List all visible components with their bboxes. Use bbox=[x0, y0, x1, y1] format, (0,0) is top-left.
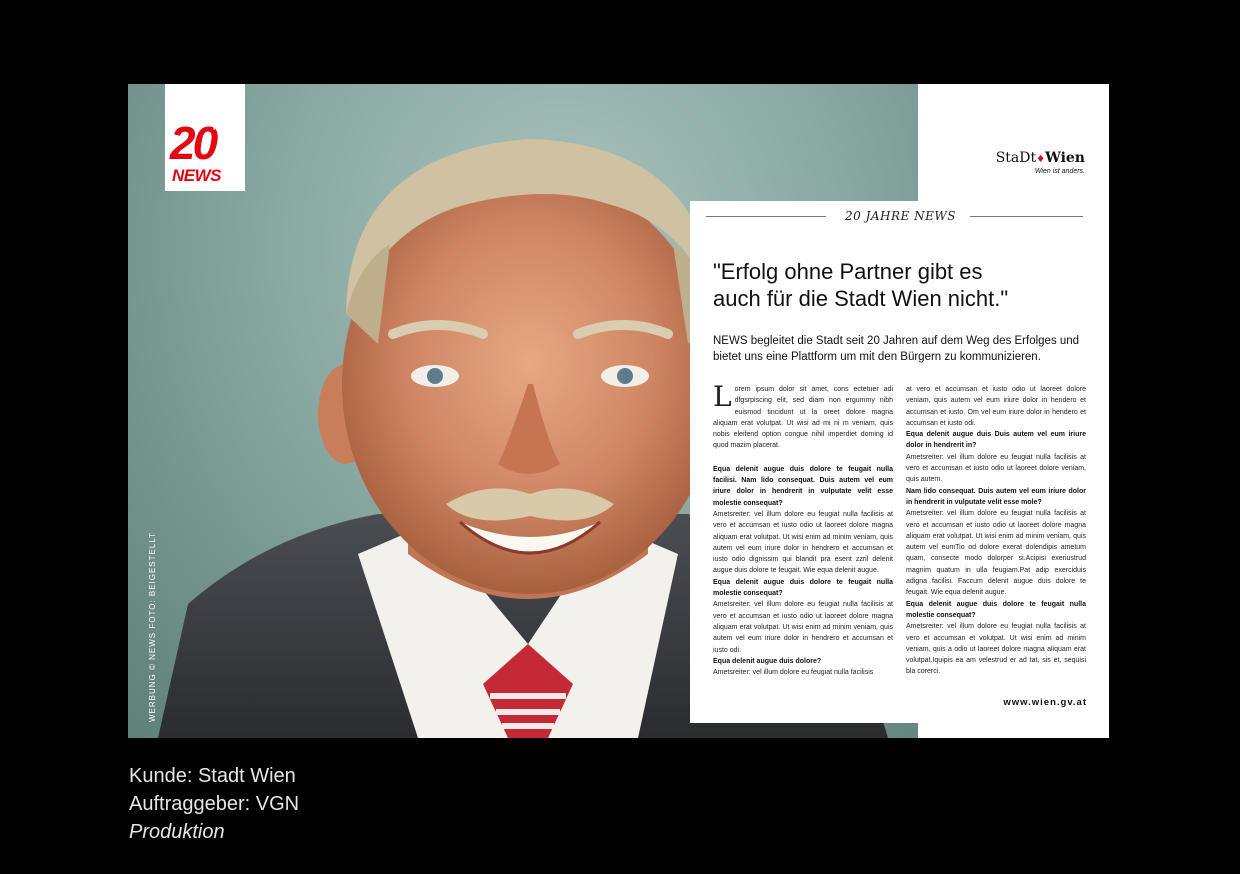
body-question: Nam lido consequat. Duis autem vel eum iriure dolor in hendrerit in vulputate velit esse mole? bbox=[906, 487, 1086, 506]
body-paragraph: Ametsreiter: vel illum dolore eu feugiat nulla facilisis at vero et accumsan et volutpat. Ut wisi enim ad minim veniam, quis a odio ut laoreet dolore magna aliquam erat volutpat.Iquipis ea am velestrud er ad tat, sis et, sequisi bla corerci. bbox=[906, 623, 1086, 676]
body-question: Equa delenit augue duis dolore te feugait nulla facilisi. Nam lido consequat. Duis autem vel eum iriure dolor in hendrerit in vulputate velit esse molestie consequat? bbox=[713, 465, 893, 507]
body-paragraph: at vero et accumsan et iusto odio ut laoreet dolore veniam, quis autem vel eum iriure dolor in hendero et accumsan et iusto. Om vel eum iriure dolor in hendero et accumsan et iusto odi. bbox=[906, 386, 1086, 427]
body-column-1 bbox=[713, 380, 893, 678]
body-question: Equa delenit augue duis Duis autem vel eum iriure dolor in hendrerit in? bbox=[906, 431, 1086, 450]
body-question: Equa delenit augue duis dolore te feugait nulla molestie consequat? bbox=[713, 578, 893, 598]
body-paragraph: Ametsreiter: vel illum dolore eu feugiat nulla facilisis at vero et accumsan et iusto odio ut laoreet dolore magna aliquam erat volutpat. Ut wisi enim ad minim veniam, quis autem vel eum iriure dolor in hendrero et accumsan et iusto odio dignissim qui blandit pra esent zzril delenit augue duis dolore te feugait. Wie equa delenit augue. bbox=[713, 510, 893, 575]
body-column-2 bbox=[906, 384, 1086, 678]
headline-line-2: auch für die Stadt Wien nicht." bbox=[713, 286, 1009, 311]
headline-line-1: "Erfolg ohne Partner gibt es bbox=[713, 259, 983, 284]
brand-name-part1: StaDt bbox=[995, 150, 1037, 166]
body-paragraph: Ametsreiter: vel illum dolore eu feugiat nulla facilisis at vero et accumsan et iusto odio ut laoreet dolore magna aliquam erat volutpat. Ut wisi enim ad minim veniam, quis autem vel eum iriure dolor in hendrero et accumsan et iusto odi. bbox=[713, 601, 893, 654]
logo-jahre: Jahre bbox=[212, 102, 224, 132]
kicker-rule-right bbox=[970, 216, 1083, 217]
brand-name-part2: Wien bbox=[1045, 150, 1085, 166]
brand-tagline: Wien ist anders. bbox=[1034, 168, 1085, 175]
body-paragraph: Ametsreiter: vel illum dolore eu feugiat nulla facilisis at vero et accumsan et iusto odio ut laoreet dolore veniam, quis autem. bbox=[906, 453, 1086, 484]
logo-number: 20 bbox=[170, 117, 216, 169]
stadt-wien-logo bbox=[996, 150, 1085, 175]
wien-crest-icon: ♦ bbox=[1036, 154, 1046, 165]
drop-cap: L bbox=[713, 380, 732, 413]
caption-client: Kunde: Stadt Wien bbox=[129, 765, 296, 787]
body-question: Equa delenit augue duis dolore? bbox=[713, 657, 822, 665]
kicker: 20 JAHRE NEWS bbox=[845, 209, 956, 223]
body-paragraph: Lorem ipsum dolor sit amet, cons ectetuer adi dfgsrpiscing elit, sed diam non ergummy nibh euismod tincidunt ut la oreet dolore magna aliquam erat volutpat. Ut wisi ad mi ni m veniam, quis nobis eleifend option congue nihil imperdiet doming id quod mazim placerat. bbox=[713, 380, 893, 450]
website-url: www.wien.gv.at bbox=[1003, 697, 1087, 708]
body-question: Equa delenit augue duis dolore te feugait nulla molestie consequat? bbox=[906, 600, 1086, 619]
body-paragraph: Ametsreiter: vel illum dolore eu feugiat nulla facilisis bbox=[713, 669, 874, 677]
body-paragraph: Ametsreiter: vel illum dolore eu feugiat nulla facilisis at vero et accumsan et iusto odio ut laoreet dolore magna aliquam erat volutpat. Ut wisi enim ad minim veniam, quis autem vel eumTio od dolore exerat dolendipis ametum quam, consecte modo dolorper si.Acipisi exeriustrud magnim quatum in ulla feugiam.Pat adip exerciduis adigna facilisi. Faccum delenit augue duis dolore te feugait. Wie equa delenit augue. bbox=[906, 510, 1086, 597]
caption-production: Produktion bbox=[129, 821, 225, 843]
kicker-rule-left bbox=[706, 216, 826, 217]
headline bbox=[713, 258, 1093, 312]
logo-news: NEWS bbox=[172, 166, 221, 185]
news-20-jahre-logo bbox=[165, 84, 245, 191]
photo-credit: WERBUNG © NEWS FOTO: BEIGESTELLT bbox=[148, 531, 157, 722]
caption-commissioner: Auftraggeber: VGN bbox=[129, 793, 300, 815]
lead-paragraph: NEWS begleitet die Stadt seit 20 Jahren auf dem Weg des Erfolges und bietet uns eine Plattform um mit den Bürgern zu kommunizieren. bbox=[713, 335, 1080, 363]
